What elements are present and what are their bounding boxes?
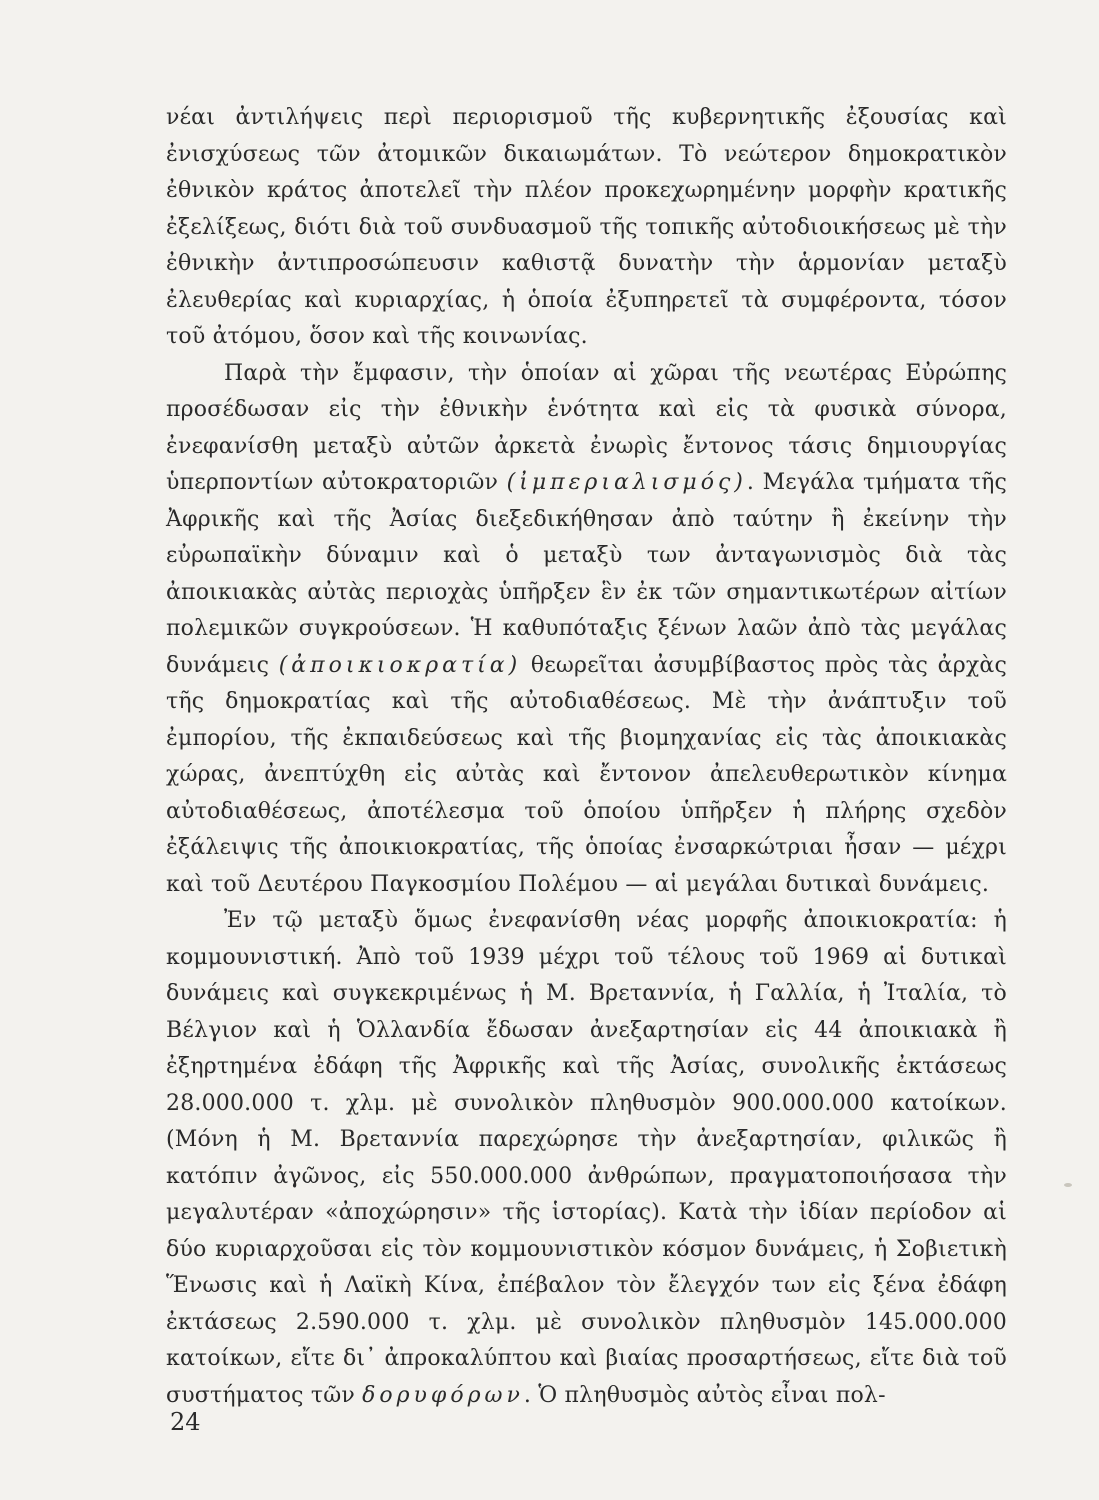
paragraph-2-text-a: Παρὰ τὴν ἔμφασιν, τὴν ὁποίαν αἱ χῶραι τῆς νεωτέρας Εὐρώπης προσέδωσαν εἰς τὴν ἐθνικὴν ἑνότητα καὶ εἰς τὰ φυσικὰ σύνορα, ἐνεφανίσθη μεταξὺ αὐτῶν ἀρκετὰ ἐνωρὶς ἔντονος τάσις δημιουργίας ὑπερποντίων αὐτοκρατοριῶν xyxy=(166,360,1007,495)
paragraph-2-text-c: θεωρεῖται ἀσυμβίβαστος πρὸς τὰς ἀρχὰς τῆς δημοκρατίας καὶ τῆς αὐτοδιαθέσεως. Μὲ τὴν ἀνάπτυξιν τοῦ ἐμπορίου, τῆς ἐκπαιδεύσεως καὶ τῆς βιομηχανίας εἰς τὰς ἀποικιακὰς χώρας, ἀνεπτύχθη εἰς αὐτὰς καὶ ἔντονον ἀπελευθερωτικὸν κίνημα αὐτοδιαθέσεως, ἀποτέλεσμα τοῦ ὁποίου ὑπῆρξεν ἡ πλήρης σχεδὸν ἐξάλειψις τῆς ἀποικιοκρατίας, τῆς ὁποίας ἐνσαρκώτριαι ἦσαν — μέχρι καὶ τοῦ Δευτέρου Παγκοσμίου Πολέμου — αἱ μεγάλαι δυτικαὶ δυνάμεις. xyxy=(166,652,1007,897)
body-text xyxy=(166,100,1007,1414)
paragraph-2-text-b: . Μεγάλα τμήματα τῆς Ἀφρικῆς καὶ τῆς Ἀσίας διεξεδικήθησαν ἀπὸ ταύτην ἢ ἐκείνην τὴν εὐρωπαϊκὴν δύναμιν καὶ ὁ μεταξὺ των ἀνταγωνισμὸς διὰ τὰς ἀποικιακὰς αὐτὰς περιοχὰς ὑπῆρξεν ἓν ἐκ τῶν σημαντικωτέρων αἰτίων πολεμικῶν συγκρούσεων. Ἡ καθυπόταξις ξένων λαῶν ἀπὸ τὰς μεγάλας δυνάμεις xyxy=(166,470,1007,678)
paragraph-1-text: νέαι ἀντιλήψεις περὶ περιορισμοῦ τῆς κυβερνητικῆς ἐξουσίας καὶ ἐνισχύσεως τῶν ἀτομικῶν δικαιωμάτων. Τὸ νεώτερον δημοκρατικὸν ἐθνικὸν κράτος ἀποτελεῖ τὴν πλέον προκεχωρημένην μορφὴν κρατικῆς ἐξελίξεως, διότι διὰ τοῦ συνδυασμοῦ τῆς τοπικῆς αὐτοδιοικήσεως μὲ τὴν ἐθνικὴν ἀντιπροσώπευσιν καθιστᾷ δυνατὴν τὴν ἁρμονίαν μεταξὺ ἐλευθερίας καὶ κυριαρχίας, ἡ ὁποία ἐξυπηρετεῖ τὰ συμφέροντα, τόσον τοῦ ἀτόμου, ὅσον καὶ τῆς κοινωνίας. xyxy=(166,105,1007,349)
paragraph-3 xyxy=(166,903,1007,1414)
term-colonialism: (ἀποικιοκρατία) xyxy=(278,652,522,678)
paragraph-2 xyxy=(166,356,1007,904)
term-imperialism: (ἰμπεριαλισμός) xyxy=(506,470,747,495)
paragraph-3-text-a: Ἐν τῷ μεταξὺ ὅμως ἐνεφανίσθη νέας μορφῆς ἀποικιοκρατία: ἡ κομμουνιστική. Ἀπὸ τοῦ 1939 μέχρι τοῦ τέλους τοῦ 1969 αἱ δυτικαὶ δυνάμεις καὶ συγκεκριμένως ἡ Μ. Βρεταννία, ἡ Γαλλία, ἡ Ἰταλία, τὸ Βέλγιον καὶ ἡ Ὁλλανδία ἔδωσαν ἀνεξαρτησίαν εἰς 44 ἀποικιακὰ ἢ ἐξηρτημένα ἐδάφη τῆς Ἀφρικῆς καὶ τῆς Ἀσίας, συνολικῆς ἐκτάσεως 28.000.000 τ. χλμ. μὲ συνολικὸν πληθυσμὸν 900.000.000 κατοίκων. (Μόνη ἡ Μ. Βρεταννία παρεχώρησε τὴν ἀνεξαρτησίαν, φιλικῶς ἢ κατόπιν ἀγῶνος, εἰς 550.000.000 ἀνθρώπων, πραγματοποιήσασα τὴν μεγαλυτέραν «ἀποχώρησιν» τῆς ἱστορίας). Κατὰ τὴν ἰδίαν περίοδον αἱ δύο κυριαρχοῦσαι εἰς τὸν κομμουνιστικὸν κόσμον δυνάμεις, ἡ Σοβιετικὴ Ἕνωσις καὶ ἡ Λαϊκὴ Κίνα, ἐπέβαλον τὸν ἔλεγχόν των εἰς ξένα ἐδάφη ἐκτάσεως 2.590.000 τ. χλμ. μὲ συνολικὸν πληθυσμὸν 145.000.000 κατοίκων, εἴτε δι᾽ ἀπροκαλύπτου καὶ βιαίας προσαρτήσεως, εἴτε διὰ τοῦ συστήματος τῶν xyxy=(166,908,1007,1408)
paragraph-1 xyxy=(166,100,1007,356)
page-number: 24 xyxy=(170,1408,201,1436)
term-satellites: δορυφόρων xyxy=(362,1382,524,1408)
paragraph-3-text-b: . Ὁ πληθυσμὸς αὐτὸς εἶναι πολ- xyxy=(523,1382,886,1408)
paper-speck xyxy=(1064,1183,1072,1187)
